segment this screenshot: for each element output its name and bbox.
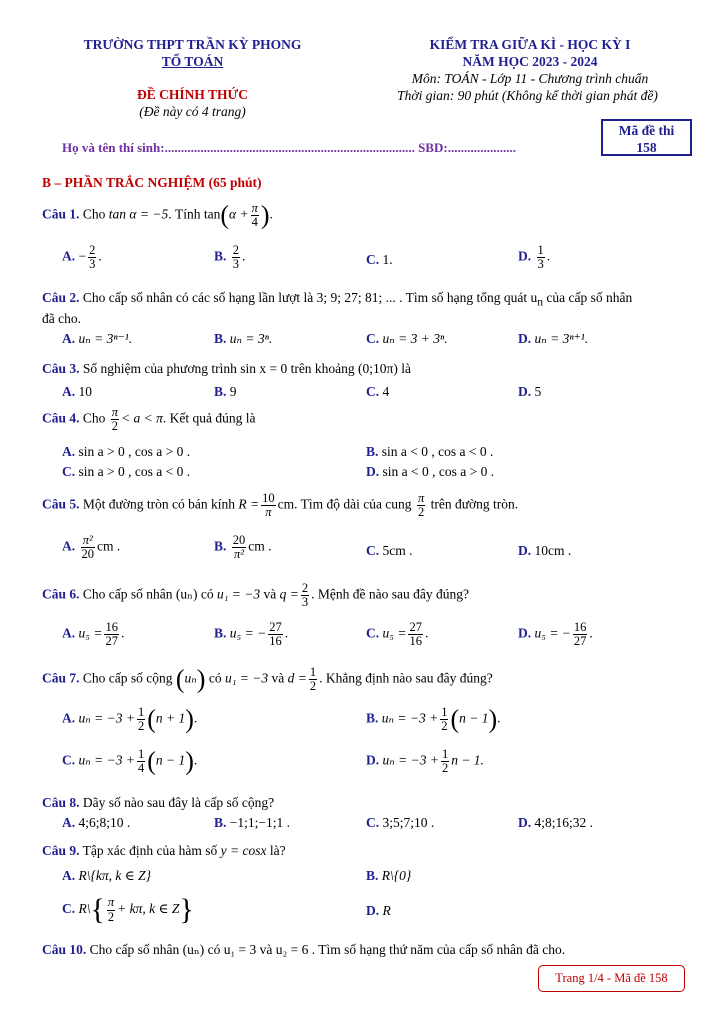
q4-option-d[interactable]: D. sin a < 0 , cos a > 0 .	[366, 464, 495, 479]
q7-option-a[interactable]: A. uₙ = −3 + $\frac{1}{2}$ (n + 1).	[62, 704, 198, 734]
q3-option-a[interactable]: A. 10	[62, 384, 92, 399]
q1-option-d[interactable]: D. $\frac{1}{3}$ .	[518, 243, 551, 272]
subject-line: Môn: TOÁN - Lớp 11 - Chương trình chuẩn	[411, 71, 649, 86]
question-10: Câu 10. Cho cấp số nhân (uₙ) có u₁ = 3 và u₂ = 6 . Tìm số hạng thứ năm của cấp số nhân đã cho.	[42, 942, 566, 957]
q7-option-b[interactable]: B. uₙ = −3 + $\frac{1}{2}$ (n − 1).	[366, 704, 501, 734]
q2-option-c[interactable]: C. uₙ = 3 + 3ⁿ.	[366, 331, 448, 346]
q6-option-c[interactable]: C. u₅ = $\frac{27}{16}$ .	[366, 620, 429, 649]
exam-code-box	[601, 119, 692, 156]
q2-option-a[interactable]: A. uₙ = 3ⁿ⁻¹.	[62, 331, 133, 346]
q8-option-c[interactable]: C. 3;5;7;10 .	[366, 815, 435, 830]
pages-note: (Đề này có 4 trang)	[139, 104, 246, 119]
q4-option-c[interactable]: C. sin a > 0 , cos a < 0 .	[62, 464, 191, 479]
school-year: NĂM HỌC 2023 - 2024	[462, 54, 598, 69]
q2-option-b[interactable]: B. uₙ = 3ⁿ.	[214, 331, 273, 346]
q2-option-d[interactable]: D. uₙ = 3ⁿ⁺¹.	[518, 331, 589, 346]
page-footer: Trang 1/4 - Mã đề 158	[538, 965, 685, 992]
exam-title: KIỂM TRA GIỮA KÌ - HỌC KỲ I	[429, 37, 631, 52]
question-7: Câu 7. Cho cấp số cộng (uₙ) có u₁ = −3 và d = $\frac{1}{2}$ . Khẳng định nào sau đây đúng?	[42, 664, 493, 694]
official-label: ĐỀ CHÍNH THỨC	[136, 87, 248, 102]
q7-option-d[interactable]: D. uₙ = −3 + $\frac{1}{2}$ n − 1.	[366, 747, 484, 776]
q8-option-b[interactable]: B. −1;1;−1;1 .	[214, 815, 290, 830]
q5-option-a[interactable]: A. $\frac{\text{π²}}{20}$ cm .	[62, 533, 121, 562]
department-name: TỔ TOÁN	[161, 54, 224, 69]
q9-option-c[interactable]: C. R\{ $\frac{\pi}{2}$ + kπ, k ∈ Z}	[62, 893, 194, 926]
student-info-line: Họ và tên thí sinh:............................................................................. SBD:.....................	[62, 140, 516, 155]
q3-option-b[interactable]: B. 9	[214, 384, 237, 399]
question-5: Câu 5. Một đường tròn có bán kính R = $\frac{10}{\pi}$ cm. Tìm độ dài của cung $\frac{\pi}{2}$ trên đường tròn.	[42, 491, 519, 520]
q6-option-a[interactable]: A. u₅ = $\frac{16}{27}$ .	[62, 620, 125, 649]
question-9: Câu 9. Tập xác định của hàm số y = cosx là?	[42, 843, 286, 858]
q5-option-c[interactable]: C. 5cm .	[366, 543, 413, 558]
q5-option-d[interactable]: D. 10cm .	[518, 543, 572, 558]
q3-option-d[interactable]: D. 5	[518, 384, 542, 399]
question-3: Câu 3. Số nghiệm của phương trình sin x = 0 trên khoảng (0;10π) là	[42, 361, 411, 376]
question-6: Câu 6. Cho cấp số nhân (uₙ) có u₁ = −3 và q = $\frac{2}{3}$ . Mệnh đề nào sau đây đúng?	[42, 581, 469, 610]
q1-option-a[interactable]: A. − $\frac{2}{3}$ .	[62, 243, 102, 272]
school-name: TRƯỜNG THPT TRẦN KỲ PHONG	[83, 37, 302, 52]
question-8: Câu 8. Dãy số nào sau đây là cấp số cộng?	[42, 795, 275, 810]
q5-option-b[interactable]: B. $\frac{20}{\text{π²}}$ cm .	[214, 533, 272, 562]
time-line: Thời gian: 90 phút (Không kể thời gian phát đề)	[397, 88, 658, 103]
q9-option-b[interactable]: B. R\{0}	[366, 868, 412, 883]
q1-option-b[interactable]: B. $\frac{2}{3}$ .	[214, 243, 246, 272]
question-2-line2: đã cho.	[42, 311, 81, 326]
q8-option-a[interactable]: A. 4;6;8;10 .	[62, 815, 131, 830]
q6-option-b[interactable]: B. u₅ = − $\frac{27}{16}$ .	[214, 620, 289, 649]
question-label: Câu 1.	[42, 206, 80, 222]
question-2: Câu 2. Cho cấp số nhân có các số hạng lần lượt là 3; 9; 27; 81; ... . Tìm số hạng tổng quát $u_n$ của cấp số nhân	[42, 290, 633, 309]
q9-option-a[interactable]: A. R\{kπ, k ∈ Z}	[62, 868, 152, 883]
q8-option-d[interactable]: D. 4;8;16;32 .	[518, 815, 594, 830]
q6-option-d[interactable]: D. u₅ = − $\frac{16}{27}$ .	[518, 620, 593, 649]
section-title: B – PHẦN TRẮC NGHIỆM (65 phút)	[42, 175, 262, 190]
q4-option-b[interactable]: B. sin a < 0 , cos a < 0 .	[366, 444, 494, 459]
exam-code-value: 158	[636, 140, 657, 155]
q4-option-a[interactable]: A. sin a > 0 , cos a > 0 .	[62, 444, 191, 459]
question-4: Câu 4. Cho $\frac{\pi}{2}$ < a < π. Kết quả đúng là	[42, 405, 256, 434]
q3-option-c[interactable]: C. 4	[366, 384, 390, 399]
question-1: Câu 1. Cho tan α = −5. Tính tan(α + $\frac{\pi}{4}$ ).	[42, 200, 273, 230]
exam-code-label: Mã đề thi	[618, 123, 675, 138]
q9-option-d[interactable]: D. R	[366, 903, 391, 918]
q7-option-c[interactable]: C. uₙ = −3 + $\frac{1}{4}$ (n − 1).	[62, 746, 198, 776]
q1-option-c[interactable]: C. 1.	[366, 252, 393, 267]
